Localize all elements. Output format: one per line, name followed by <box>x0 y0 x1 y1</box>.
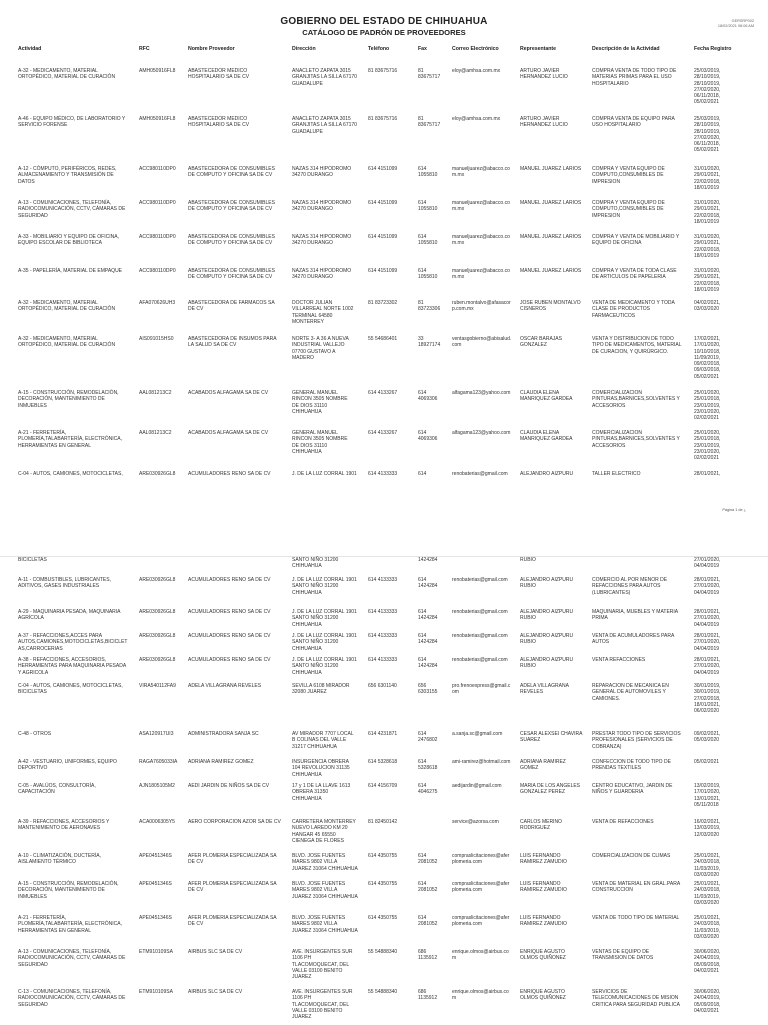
cell-email: compraslicitaciones@afer plomeria.com <box>452 915 510 928</box>
cell-description: VENTA DE TODO TIPO DE MATERIAL <box>592 915 680 921</box>
cell-supplier-name: ACUMULADORES RENO SA DE CV <box>188 609 271 615</box>
cell-fax: 686 1135912 <box>418 989 438 1002</box>
cell-registration-dates: 25/01/2020, 25/01/2018, 23/01/2019, 23/01/2020, 02/02/2021 <box>694 430 721 462</box>
cell-representative: MANUEL JUAREZ LARIOS <box>520 166 582 172</box>
cell-activity: A-46 - EQUIPO MÉDICO, DE LABORATORIO Y SERVICIO FORENSE <box>18 116 126 129</box>
cell-rfc: AFA070626UH3 <box>139 300 176 306</box>
cell-fax: 614 2081052 <box>418 853 438 866</box>
cell-phone: 614 4133267 <box>368 430 398 436</box>
cell-address: NAZAS 314 HIPODROMO 34270 DURANGO <box>292 268 352 281</box>
cell-rfc: AMH050916FL8 <box>139 116 176 122</box>
cell-representative: RUBIO <box>520 557 536 563</box>
cell-representative: ENRIQUE AGUSTO OLMOS QUIÑONEZ <box>520 949 566 962</box>
cell-supplier-name: ADRIANA RAMIREZ GOMEZ <box>188 759 254 765</box>
report-header <box>0 0 768 37</box>
cell-representative: LUIS FERNANDO RAMIREZ ZAMUDIO <box>520 915 567 928</box>
cell-email: compraslicitaciones@afer plomeria.com <box>452 853 510 866</box>
cell-supplier-name: AFER PLOMERIA ESPECIALIZADA SA DE CV <box>188 915 277 928</box>
cell-email: alfagama123@yahoo.com <box>452 390 511 396</box>
cell-fax: 614 1424284 <box>418 657 438 670</box>
cell-supplier-name: ACUMULADORES RENO SA DE CV <box>188 633 271 639</box>
cell-registration-dates: 28/01/2021, 27/01/2020, 04/04/2019 <box>694 657 721 676</box>
cell-phone: 81 82450142 <box>368 819 398 825</box>
cell-rfc: ARE030926GL8 <box>139 633 176 639</box>
table-row <box>0 915 768 951</box>
cell-email: ami-ramirez@hotmail.com <box>452 759 511 765</box>
cell-supplier-name: ABASTECEDORA DE CONSUMIBLES DE COMPUTO Y OFICINA SA DE CV <box>188 234 275 247</box>
cell-representative: ALEJANDRO AIZPURU <box>520 471 574 477</box>
cell-activity: A-33 - MOBILIARIO Y EQUIPO DE OFICINA, EQUIPO ESCOLAR DE BIBLIOTECA <box>18 234 119 247</box>
cell-supplier-name: ABASTECEDORA DE CONSUMIBLES DE COMPUTO Y OFICINA SA DE CV <box>188 166 275 179</box>
cell-description: COMERCIALIZACION DE CLIMAS <box>592 853 671 859</box>
cell-activity: A-13 - COMUNICACIONES, TELEFONÍA, RADIOCOMUNICACIÓN, CCTV, CÁMARAS DE SEGURIDAD <box>18 949 126 968</box>
cell-address: J. DE LA LUZ CORRAL 1901 SANTO NIÑO 31200 CHIHUAHUA <box>292 609 357 628</box>
cell-fax: 614 4069306 <box>418 390 438 403</box>
cell-fax: 614 1055810 <box>418 268 438 281</box>
cell-rfc: ACA0006305Y5 <box>139 819 175 825</box>
cell-description: COMPRA VENTA DE EQUIPO PARA USO HOSPITALARIO <box>592 116 675 129</box>
cell-activity: C-05 - AVALÚOS, CONSULTORÍA, CAPACITACIÓN <box>18 783 96 796</box>
table-row <box>0 200 768 236</box>
cell-activity: A-29 - MAQUINARIA PESADA, MAQUINARIA AGRÍCOLA <box>18 609 121 622</box>
cell-rfc: AAL081213C2 <box>139 390 172 396</box>
cell-email: manueljuarez@abacco.co m.mx <box>452 200 510 213</box>
cell-phone: 81 83675716 <box>368 68 398 74</box>
cell-description: COMERCIO AL POR MENOR DE REFACCIONES PARA AUTOS (LUBRICANTES) <box>592 577 668 596</box>
cell-supplier-name: AEDI JARDIN DE NIÑOS SA DE CV <box>188 783 270 789</box>
cell-phone: 614 4133333 <box>368 471 398 477</box>
cell-fax: 614 1424284 <box>418 577 438 590</box>
cell-phone: 614 4151099 <box>368 200 398 206</box>
cell-email: aedijardin@gmail.com <box>452 783 502 789</box>
cell-phone: 614 4350755 <box>368 915 398 921</box>
col-nombre: Nombre Proveedor <box>188 46 235 52</box>
table-row <box>0 234 768 270</box>
cell-email: a.sanja.sc@gmail.com <box>452 731 503 737</box>
cell-address: GENERAL MANUEL RINCON 3505 NOMBRE DE DIOS 31110 CHIHUAHUA <box>292 390 348 415</box>
cell-email: eloy@amhsa.com.mx <box>452 116 501 122</box>
cell-fax: 614 1424284 <box>418 633 438 646</box>
cell-registration-dates: 30/06/2020, 24/04/2019, 05/09/2018, 04/02/2021 <box>694 949 721 974</box>
cell-phone: 614 4133333 <box>368 657 398 663</box>
cell-supplier-name: ACUMULADORES RENO SA DE CV <box>188 577 271 583</box>
cell-address: BLVD. JOSE FUENTES MARES 9802 VILLA JUAREZ 31064 CHIHUAHUA <box>292 881 358 900</box>
cell-email: renobaterias@gmail.com <box>452 633 508 639</box>
cell-description: VENTA REFACCIONES <box>592 657 646 663</box>
cell-email: service@azorsa.com <box>452 819 499 825</box>
cell-address: J. DE LA LUZ CORRAL 1901 SANTO NIÑO 31200 CHIHUAHUA <box>292 577 357 596</box>
cell-email: compraslicitaciones@afer plomeria.com <box>452 881 510 894</box>
cell-activity: C-04 - AUTOS, CAMIONES, MOTOCICLETAS, BICICLETAS <box>18 683 123 696</box>
cell-address: ANACLETO ZAPATA 3015 GRANJITAS LA SILLA 67170 GUADALUPE <box>292 68 357 87</box>
col-fecha: Fecha Registro <box>694 46 732 52</box>
cell-representative: ALEJANDRO AIZPURU RUBIO <box>520 577 574 590</box>
cell-activity: A-32 - MEDICAMENTO, MATERIAL ORTOPÉDICO, MATERIAL DE CURACIÓN <box>18 300 116 313</box>
cell-activity: C-04 - AUTOS, CAMIONES, MOTOCICLETAS, <box>18 471 123 477</box>
cell-registration-dates: 17/02/2021, 17/01/2020, 10/10/2018, 11/09/2019, 09/02/2018, 09/03/2018, 05/02/2021 <box>694 336 721 380</box>
cell-description: COMPRA VENTA DE TODO TIPO DE MATERIAS PRIMAS PARA EL USO HOSPITALARIO <box>592 68 677 87</box>
cell-address: GENERAL MANUEL RINCON 3505 NOMBRE DE DIOS 31110 CHIHUAHUA <box>292 430 348 455</box>
cell-address: NAZAS 314 HIPODROMO 34270 DURANGO <box>292 234 352 247</box>
cell-activity: A-11 - COMBUSTIBLES, LUBRICANTES, ADITIVOS, GASES INDUSTRIALES <box>18 577 111 590</box>
col-rfc: RFC <box>139 46 150 52</box>
cell-rfc: ACC980110DP0 <box>139 268 176 274</box>
cell-registration-dates: 05/02/2021 <box>694 759 720 765</box>
cell-representative: MANUEL JUAREZ LARIOS <box>520 268 582 274</box>
cell-supplier-name: ABASTECEDORA DE INSUMOS PARA LA SALUD SA DE CV <box>188 336 277 349</box>
cell-address: DOCTOR JULIAN VILLARREAL NORTE 1002 TERMINAL 64580 MONTERREY <box>292 300 354 325</box>
cell-email: renobaterias@gmail.com <box>452 577 508 583</box>
cell-supplier-name: ABASTECEDORA DE CONSUMIBLES DE COMPUTO Y OFICINA SA DE CV <box>188 200 275 213</box>
cell-registration-dates: 28/01/2021, 27/01/2020, 04/04/2019 <box>694 577 721 596</box>
cell-fax: 614 <box>418 471 427 477</box>
cell-address: NAZAS 314 HIPODROMO 34270 DURANGO <box>292 200 352 213</box>
cell-fax: 614 1055810 <box>418 200 438 213</box>
cell-registration-dates: 28/01/2021, <box>694 471 721 477</box>
cell-description: CENTRO EDUCATIVO, JARDIN DE NIÑOS Y GUARDERIA <box>592 783 673 796</box>
cell-phone: 614 4231871 <box>368 731 398 737</box>
cell-address: AVE. INSURGENTES SUR 1106 PH TLACOMOQUECAT, DEL VALLE 03100 BENITO JUAREZ <box>292 989 353 1021</box>
cell-email: manueljuarez@abacco.co m.mx <box>452 234 510 247</box>
cell-representative: CESAR ALEXSEI CHAVIRA SUAREZ <box>520 731 583 744</box>
cell-activity: C-13 - COMUNICACIONES, TELEFONÍA, RADIOCOMUNICACIÓN, CCTV, CÁMARAS DE SEGURIDAD <box>18 989 126 1008</box>
cell-registration-dates: 30/06/2020, 24/04/2019, 05/09/2018, 04/02/2021 <box>694 989 721 1014</box>
cell-rfc: AMH050916FL8 <box>139 68 176 74</box>
cell-registration-dates: 25/01/2021, 24/03/2018, 11/03/2019, 03/03/2020 <box>694 881 721 906</box>
cell-phone: 614 4133333 <box>368 633 398 639</box>
report-subtitle: CATÁLOGO DE PADRÓN DE PROVEEDORES <box>302 28 466 37</box>
cell-address: ANACLETO ZAPATA 3015 GRANJITAS LA SILLA 67170 GUADALUPE <box>292 116 357 135</box>
cell-rfc: ARE030926GL8 <box>139 609 176 615</box>
cell-description: SERVICIOS DE TELECOMUNICACIONES DE MISION CRITICA PARA SEGURIDAD PUBLICA <box>592 989 680 1008</box>
cell-rfc: AJN1805105M2 <box>139 783 175 789</box>
cell-phone: 55 54888340 <box>368 989 398 995</box>
cell-phone: 614 4133333 <box>368 577 398 583</box>
cell-fax: 614 4046275 <box>418 783 438 796</box>
table-row <box>0 949 768 985</box>
cell-email: alfagama123@yahoo.com <box>452 430 511 436</box>
cell-representative: MARIA DE LOS ANGELES GONZALEZ PEREZ <box>520 783 581 796</box>
cell-phone: 55 54686401 <box>368 336 398 342</box>
cell-activity: A-12 - CÓMPUTO, PERIFÉRICOS, REDES, ALMACENAMIENTO Y TRANSMISIÓN DE DATOS <box>18 166 117 185</box>
cell-supplier-name: ACUMULADORES RENO SA DE CV <box>188 471 271 477</box>
cell-rfc: ETM910109SA <box>139 949 173 955</box>
cell-rfc: ACC980110DP0 <box>139 234 176 240</box>
cell-address: AVE. INSURGENTES SUR 1106 PH TLACOMOQUECAT, DEL VALLE 03100 BENITO JUAREZ <box>292 949 353 981</box>
cell-representative: MANUEL JUAREZ LARIOS <box>520 234 582 240</box>
cell-address: CARRETERA MONTERREY NUEVO LAREDO KM 20 HANGAR 45 65550 CIENEGA DE FLORES <box>292 819 356 844</box>
report-title: GOBIERNO DEL ESTADO DE CHIHUAHUA <box>280 16 488 27</box>
cell-address: SANTO NIÑO 31200 CHIHUAHUA <box>292 557 339 570</box>
cell-fax: 81 83675717 <box>418 116 441 129</box>
cell-description: VENTA DE ACUMULADORES PARA AUTOS <box>592 633 675 646</box>
cell-representative: MANUEL JUAREZ LARIOS <box>520 200 582 206</box>
cell-fax: 81 83675717 <box>418 68 441 81</box>
cell-supplier-name: ABASTECEDOR MEDICO HOSPITALARIO SA DE CV <box>188 116 250 129</box>
cell-supplier-name: AFER PLOMERIA ESPECIALIZADA SA DE CV <box>188 853 277 866</box>
cell-address: 17 y 1 DE LA LLAVE 1613 OBRERA 31350 CHIHUAHUA <box>292 783 351 802</box>
cell-address: AV MIRADOR 7707 LOCAL B COLINAS DEL VALLE 31217 CHIHUAHUA <box>292 731 354 750</box>
cell-description: COMPRA Y VENTA EQUIPO DE COMPUTO,CONSUMIBLES DE IMPRESION <box>592 166 665 185</box>
col-actividad: Actividad <box>18 46 42 52</box>
cell-phone: 614 4151099 <box>368 268 398 274</box>
cell-rfc: APE0451346S <box>139 881 172 887</box>
cell-address: INSURGENCIA OBRERA 104 REVOLUCION 31135 CHIHUAHUA <box>292 759 350 778</box>
table-row <box>0 577 768 613</box>
cell-registration-dates: 13/02/2019, 17/01/2020, 13/01/2021, 05/11/2018 <box>694 783 721 808</box>
cell-rfc: AAL081213C2 <box>139 430 172 436</box>
table-row <box>0 116 768 152</box>
cell-supplier-name: AERO CORPORACION AZOR SA DE CV <box>188 819 281 825</box>
cell-phone: 55 54888340 <box>368 949 398 955</box>
cell-description: VENTA DE MATERIAL EN GRAL.PARA CONSTRUCCION <box>592 881 681 894</box>
cell-activity: A-21 - FERRETERÍA, PLOMERÍA,TALABARTERÍA, ELECTRÓNICA, HERRAMIENTAS EN GENERAL <box>18 430 123 449</box>
cell-phone: 656 6301140 <box>368 683 397 689</box>
table-row <box>0 166 768 202</box>
cell-representative: ALEJANDRO AIZPURU RUBIO <box>520 633 574 646</box>
cell-phone: 614 4156709 <box>368 783 398 789</box>
cell-representative: ALEJANDRO AIZPURU RUBIO <box>520 609 574 622</box>
cell-registration-dates: 25/01/2021, 24/03/2018, 11/03/2019, 03/03/2020 <box>694 915 721 940</box>
cell-rfc: APE0451346S <box>139 915 172 921</box>
cell-activity: A-37 - REFACCIONES,ACCES PARA AUTOS,CAMIONES,MOTOCICLETAS,BICICLET AS,CARROCERIAS <box>18 633 128 652</box>
cell-phone: 614 4151099 <box>368 234 398 240</box>
table-row <box>0 881 768 917</box>
cell-phone: 614 4133333 <box>368 609 398 615</box>
cell-rfc: APE0451346S <box>139 853 172 859</box>
cell-description: MAQUINARIA, MUEBLES Y MATERIA PRIMA <box>592 609 679 622</box>
cell-representative: CLAUDIA ELENA MANRIQUEZ GARDEA <box>520 430 573 443</box>
table-row <box>0 430 768 466</box>
cell-registration-dates: 28/01/2021, 27/01/2020, 04/04/2019 <box>694 633 721 652</box>
cell-supplier-name: ABASTECEDORA DE CONSUMIBLES DE COMPUTO Y OFICINA SA DE CV <box>188 268 275 281</box>
col-fax: Fax <box>418 46 427 52</box>
table-row <box>0 268 768 304</box>
cell-address: J. DE LA LUZ CORRAL 1901 <box>292 471 357 477</box>
report-page-2 <box>0 556 768 1025</box>
cell-fax: 614 2081052 <box>418 915 438 928</box>
table-row <box>0 300 768 336</box>
cell-description: COMPRA Y VENTA DE MOBILIARIO Y EQUIPO DE OFICINA <box>592 234 680 247</box>
cell-registration-dates: 31/01/2020, 29/01/2021, 22/02/2018, 18/01/2019 <box>694 268 721 293</box>
table-row <box>0 989 768 1025</box>
cell-phone: 81 83675716 <box>368 116 398 122</box>
cell-rfc: ETM910109SA <box>139 989 173 995</box>
cell-phone: 614 4350755 <box>368 881 398 887</box>
cell-representative: LUIS FERNANDO RAMIREZ ZAMUDIO <box>520 853 567 866</box>
cell-registration-dates: 09/02/2021, 05/03/2020 <box>694 731 721 744</box>
cell-representative: ADRIANA RAMIREZ GOMEZ <box>520 759 566 772</box>
column-headers <box>0 46 768 56</box>
cell-activity: A-42 - VESTUARIO, UNIFORMES, EQUIPO DEPORTIVO <box>18 759 117 772</box>
cell-supplier-name: ACABADOS ALFAGAMA SA DE CV <box>188 430 269 436</box>
cell-phone: 614 4350755 <box>368 853 398 859</box>
cell-email: manueljuarez@abacco.co m.mx <box>452 166 510 179</box>
cell-fax: 614 1055810 <box>418 234 438 247</box>
cell-description: VENTA DE MEDICAMENTO Y TODA CLASE DE PRODUCTOS FARMACEUTICOS <box>592 300 675 319</box>
table-row <box>0 819 768 855</box>
cell-supplier-name: AFER PLOMERIA ESPECIALIZADA SA DE CV <box>188 881 277 894</box>
col-representante: Representante <box>520 46 557 52</box>
cell-address: BLVD. JOSE FUENTES MARES 9802 VILLA JUAREZ 31064 CHIHUAHUA <box>292 853 358 872</box>
report-printed-at: 18/02/2021 08:06 AM <box>717 24 754 28</box>
cell-activity: A-39 - REFACCIONES, ACCESORIOS Y MANTENIMIENTO DE AERONAVES <box>18 819 110 832</box>
cell-email: eloy@amhsa.com.mx <box>452 68 501 74</box>
cell-description: COMPRA Y VENTA DE TODA CLASE DE ARTICULOS DE PAPELERIA <box>592 268 677 281</box>
cell-representative: ALEJANDRO AIZPURU RUBIO <box>520 657 574 670</box>
cell-fax: 1424284 <box>418 557 438 563</box>
cell-registration-dates: 25/01/2020, 25/01/2018, 23/01/2019, 23/01/2020, 02/02/2021 <box>694 390 721 422</box>
cell-description: TALLER ELECTRICO <box>592 471 641 477</box>
cell-activity: A-15 - CONSTRUCCIÓN, REMODELACIÓN, DECORACIÓN, MANTENIMIENTO DE INMUEBLES <box>18 881 119 900</box>
cell-registration-dates: 16/02/2021, 13/03/2019, 12/03/2020 <box>694 819 721 838</box>
cell-address: J. DE LA LUZ CORRAL 1901 SANTO NIÑO 31200 CHIHUAHUA <box>292 657 357 676</box>
cell-description: REPARACION DE MECANICA EN GENERAL DE AUTOMOVILES Y CAMIONES. <box>592 683 669 702</box>
cell-registration-dates: 04/02/2021, 03/03/2020 <box>694 300 721 313</box>
cell-description: VENTA DE REFACCIONES <box>592 819 654 825</box>
cell-representative: JOSE RUBEN MONTALVO CISNEROS <box>520 300 581 313</box>
cell-representative: ADELA VILLAGRANA REVELES <box>520 683 569 696</box>
cell-email: renobaterias@gmail.com <box>452 471 508 477</box>
cell-email: enrique.olmos@airbus.co m <box>452 949 509 962</box>
cell-fax: 614 2081052 <box>418 881 438 894</box>
cell-registration-dates: 28/01/2021, 27/01/2020, 04/04/2019 <box>694 609 721 628</box>
cell-phone: 614 5328618 <box>368 759 398 765</box>
table-row <box>0 683 768 719</box>
cell-fax: 81 83723306 <box>418 300 441 313</box>
cell-representative: OSCAR BARAJAS GONZALEZ <box>520 336 562 349</box>
cell-description: COMERCIALIZACION PINTURAS,BARNICES,SOLVENTES Y ACCESORIOS <box>592 390 680 409</box>
cell-registration-dates: 31/01/2020, 29/01/2021, 22/02/2018, 18/01/2019 <box>694 234 721 259</box>
cell-activity: A-15 - CONSTRUCCIÓN, REMODELACIÓN, DECORACIÓN, MANTENIMIENTO DE INMUEBLES <box>18 390 119 409</box>
report-meta <box>718 19 754 29</box>
cell-registration-dates: 25/03/2019, 28/10/2019, 28/10/2019, 27/02/2020, 06/11/2018, 05/02/2021 <box>694 116 721 154</box>
table-row <box>0 390 768 426</box>
cell-representative: ENRIQUE AGUSTO OLMOS QUIÑONEZ <box>520 989 566 1002</box>
page-number: Página 1 de ¿ <box>722 508 746 512</box>
table-row <box>0 783 768 819</box>
cell-representative: CARLOS MERINO RODRIGUEZ <box>520 819 562 832</box>
cell-activity: A-35 - PAPELERÍA, MATERIAL DE EMPAQUE <box>18 268 123 274</box>
cell-activity: C-48 - OTROS <box>18 731 52 737</box>
cell-registration-dates: 25/03/2019, 28/10/2019, 28/10/2019, 27/02/2020, 06/11/2018, 05/02/2021 <box>694 68 721 106</box>
cell-supplier-name: ACUMULADORES RENO SA DE CV <box>188 657 271 663</box>
cell-supplier-name: ACABADOS ALFAGAMA SA DE CV <box>188 390 269 396</box>
cell-activity: BICICLETAS <box>18 557 47 563</box>
cell-description: VENTA Y DISTRIBUCION DE TODO TIPO DE MEDICAMENTOS, MATERIAL DE CURACION, Y QUIRÚRGICO. <box>592 336 682 355</box>
cell-rfc: ASA120917UI3 <box>139 731 174 737</box>
cell-email: renobaterias@gmail.com <box>452 609 508 615</box>
cell-email: ruben.montalvo@afasacor p.com.mx <box>452 300 511 313</box>
cell-description: CONFECCION DE TODO TIPO DE PRENDAS TEXTILES <box>592 759 671 772</box>
cell-phone: 614 4133267 <box>368 390 398 396</box>
col-direccion: Dirección <box>292 46 316 52</box>
cell-description: COMPRA Y VENTA EQUIPO DE COMPUTO,CONSUMIBLES DE IMPRESION <box>592 200 665 219</box>
cell-rfc: AIS091015HS0 <box>139 336 174 342</box>
cell-address: NAZAS 314 HIPODROMO 34270 DURANGO <box>292 166 352 179</box>
cell-rfc: ARE030926GL8 <box>139 577 176 583</box>
cell-supplier-name: ABASTECEDORA DE FARMACOS SA DE CV <box>188 300 275 313</box>
cell-email: ventasgobierno@abisalud. com <box>452 336 512 349</box>
cell-activity: A-32 - MEDICAMENTO, MATERIAL ORTOPÉDICO, MATERIAL DE CURACIÓN <box>18 336 116 349</box>
cell-address: SEVILLA 6108 MIRADOR 32080 JUAREZ <box>292 683 350 696</box>
cell-supplier-name: ADELA VILLAGRANA REVELES <box>188 683 262 689</box>
cell-description: PRESTAR TODO TIPO DE SERVICIOS PROFESIONALES (SERVICIOS DE COBRANZA) <box>592 731 681 750</box>
cell-address: BLVD. JOSE FUENTES MARES 9802 VILLA JUAREZ 31064 CHIHUAHUA <box>292 915 358 934</box>
cell-supplier-name: AIRBUS SLC SA DE CV <box>188 989 243 995</box>
cell-fax: 614 4069306 <box>418 430 438 443</box>
report-code: GERSRP002 <box>731 19 754 23</box>
cell-phone: 614 4151099 <box>368 166 398 172</box>
cell-fax: 686 1135912 <box>418 949 438 962</box>
cell-rfc: ARE030926GL8 <box>139 471 176 477</box>
cell-phone: 81 83723302 <box>368 300 398 306</box>
cell-fax: 614 1055810 <box>418 166 438 179</box>
cell-representative: ARTURO JAVIER HERNANDEZ LUCIO <box>520 68 568 81</box>
cell-email: enrique.olmos@airbus.co m <box>452 989 509 1002</box>
cell-email: renobaterias@gmail.com <box>452 657 508 663</box>
cell-registration-dates: 25/01/2021, 24/03/2018, 11/03/2019, 03/03/2020 <box>694 853 721 878</box>
cell-fax: 614 1424284 <box>418 609 438 622</box>
cell-registration-dates: 30/01/2019, 30/01/2019, 27/02/2018, 18/01/2021, 06/02/2020 <box>694 683 721 715</box>
cell-fax: 614 2476802 <box>418 731 438 744</box>
cell-address: J. DE LA LUZ CORRAL 1901 SANTO NIÑO 31200 CHIHUAHUA <box>292 633 357 652</box>
cell-rfc: RAGA7605033IA <box>139 759 178 765</box>
cell-rfc: ACC980110DP0 <box>139 166 176 172</box>
cell-rfc: ACC980110DP0 <box>139 200 176 206</box>
cell-fax: 614 5328618 <box>418 759 438 772</box>
cell-description: VENTAS DE EQUIPO DE TRANSMISION DE DATOS <box>592 949 654 962</box>
table-row <box>0 471 768 507</box>
cell-fax: 33 18927174 <box>418 336 441 349</box>
col-telefono: Teléfono <box>368 46 390 52</box>
cell-representative: ARTURO JAVIER HERNANDEZ LUCIO <box>520 116 568 129</box>
cell-rfc: VIRA540112FA9 <box>139 683 176 689</box>
cell-email: pro.frenoexpress@gmail.c om <box>452 683 511 696</box>
cell-fax: 656 6303155 <box>418 683 438 696</box>
cell-address: NORTE 3- A 36 A NUEVA INDUSTRIAL VALLEJO 07700 GUSTAVO A MADERO <box>292 336 349 361</box>
cell-representative: LUIS FERNANDO RAMIREZ ZAMUDIO <box>520 881 567 894</box>
cell-email: manueljuarez@abacco.co m.mx <box>452 268 510 281</box>
cell-activity: A-38 - REFACCIONES, ACCESORIOS, HERRAMIENTAS PARA MAQUINARIA PESADA Y AGRICOLA <box>18 657 127 676</box>
cell-supplier-name: AIRBUS SLC SA DE CV <box>188 949 243 955</box>
cell-activity: A-13 - COMUNICACIONES, TELEFONÍA, RADIOCOMUNICACIÓN, CCTV, CÁMARAS DE SEGURIDAD <box>18 200 126 219</box>
cell-description: COMERCIALIZACION PINTURAS,BARNICES,SOLVENTES Y ACCESORIOS <box>592 430 680 449</box>
col-correo: Correo Electrónico <box>452 46 499 52</box>
cell-supplier-name: ADMINISTRADORA SANJA SC <box>188 731 259 737</box>
cell-activity: A-21 - FERRETERÍA, PLOMERÍA,TALABARTERÍA, ELECTRÓNICA, HERRAMIENTAS EN GENERAL <box>18 915 123 934</box>
cell-registration-dates: 31/01/2020, 29/01/2021, 22/02/2018, 18/01/2019 <box>694 166 721 191</box>
cell-registration-dates: 27/01/2020, 04/04/2019 <box>694 557 721 570</box>
cell-rfc: ARE030926GL8 <box>139 657 176 663</box>
table-row <box>0 68 768 104</box>
cell-representative: CLAUDIA ELENA MANRIQUEZ GARDEA <box>520 390 573 403</box>
cell-activity: A-32 - MEDICAMENTO, MATERIAL ORTOPÉDICO, MATERIAL DE CURACIÓN <box>18 68 116 81</box>
cell-activity: A-10 - CLIMATIZACIÓN, DUCTERÍA, AISLAMIENTO TÉRMICO <box>18 853 101 866</box>
cell-registration-dates: 31/01/2020, 29/01/2021, 22/02/2018, 18/01/2019 <box>694 200 721 225</box>
col-descripcion: Descripción de la Actividad <box>592 46 660 52</box>
cell-supplier-name: ABASTECEDOR MEDICO HOSPITALARIO SA DE CV <box>188 68 250 81</box>
table-row <box>0 336 768 380</box>
